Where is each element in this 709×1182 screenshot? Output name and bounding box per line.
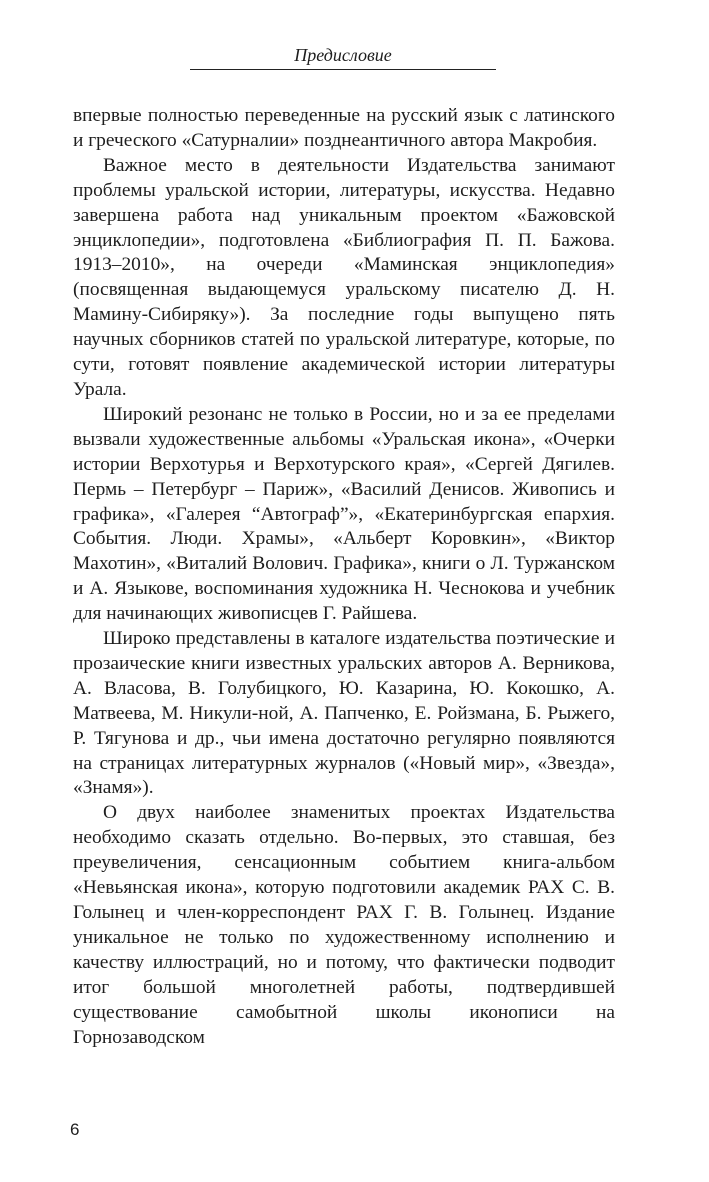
- paragraph-4: Широко представлены в каталоге издательства поэтические и прозаические книги известных уральских авторов А. Верникова, А. Власова, В. Голубицкого, Ю. Казарина, Ю. Кокошко, А. Матвеева, М. Никули-ной, А. Папченко, Е. Ройзмана, Б. Рыжего, Р. Тягунова и др., чьи имена достаточно регулярно появляются на страницах литературных журналов («Новый мир», «Звезда», «Знамя»).: [73, 628, 615, 799]
- page-number: 6: [70, 1120, 80, 1139]
- paragraph-1: впервые полностью переведенные на русский язык с латинского и греческого «Сатурналии» позднеантичного автора Макробия.: [73, 105, 615, 151]
- main-text: [73, 104, 615, 1050]
- header-rule: [190, 69, 496, 70]
- paragraph-3: Широкий резонанс не только в России, но и за ее пределами вызвали художественные альбомы «Уральская икона», «Очерки истории Верхотурья и Верхотурского края», «Сергей Дягилев. Пермь – Петербург – Париж», «Василий Денисов. Живопись и графика», «Галерея “Автограф”», «Екатеринбургская епархия. События. Люди. Храмы», «Альберт Коровкин», «Виктор Махотин», «Виталий Волович. Графика», книги о Л. Туржанском и А. Языкове, воспоминания художника Н. Чеснокова и учебник для начинающих живописцев Г. Райшева.: [73, 403, 615, 625]
- running-head-title: Предисловие: [294, 45, 392, 65]
- paragraph-5: О двух наиболее знаменитых проектах Издательства необходимо сказать отдельно. Во-первых, это ставшая, без преувеличения, сенсационным событием книга-альбом «Невьянская икона», которую подготовили академик РАХ С. В. Голынец и член-корреспондент РАХ Г. В. Голынец. Издание уникальное не только по художественному исполнению и качеству иллюстраций, но и потому, что фактически подводит итог большой многолетней работы, подтвердившей существование самобытной школы иконописи на Горнозаводском: [73, 802, 615, 1048]
- paragraph-2: Важное место в деятельности Издательства занимают проблемы уральской истории, литературы, искусства. Недавно завершена работа над уникальным проектом «Бажовской энциклопедии», подготовлена «Библиография П. П. Бажова. 1913–2010», на очереди «Маминская энциклопедия» (посвященная выдающемуся уральскому писателю Д. Н. Мамину-Сибиряку»). За последние годы выпущено пять научных сборников статей по уральской литературе, которые, по сути, готовят появление академической истории литературы Урала.: [73, 154, 615, 400]
